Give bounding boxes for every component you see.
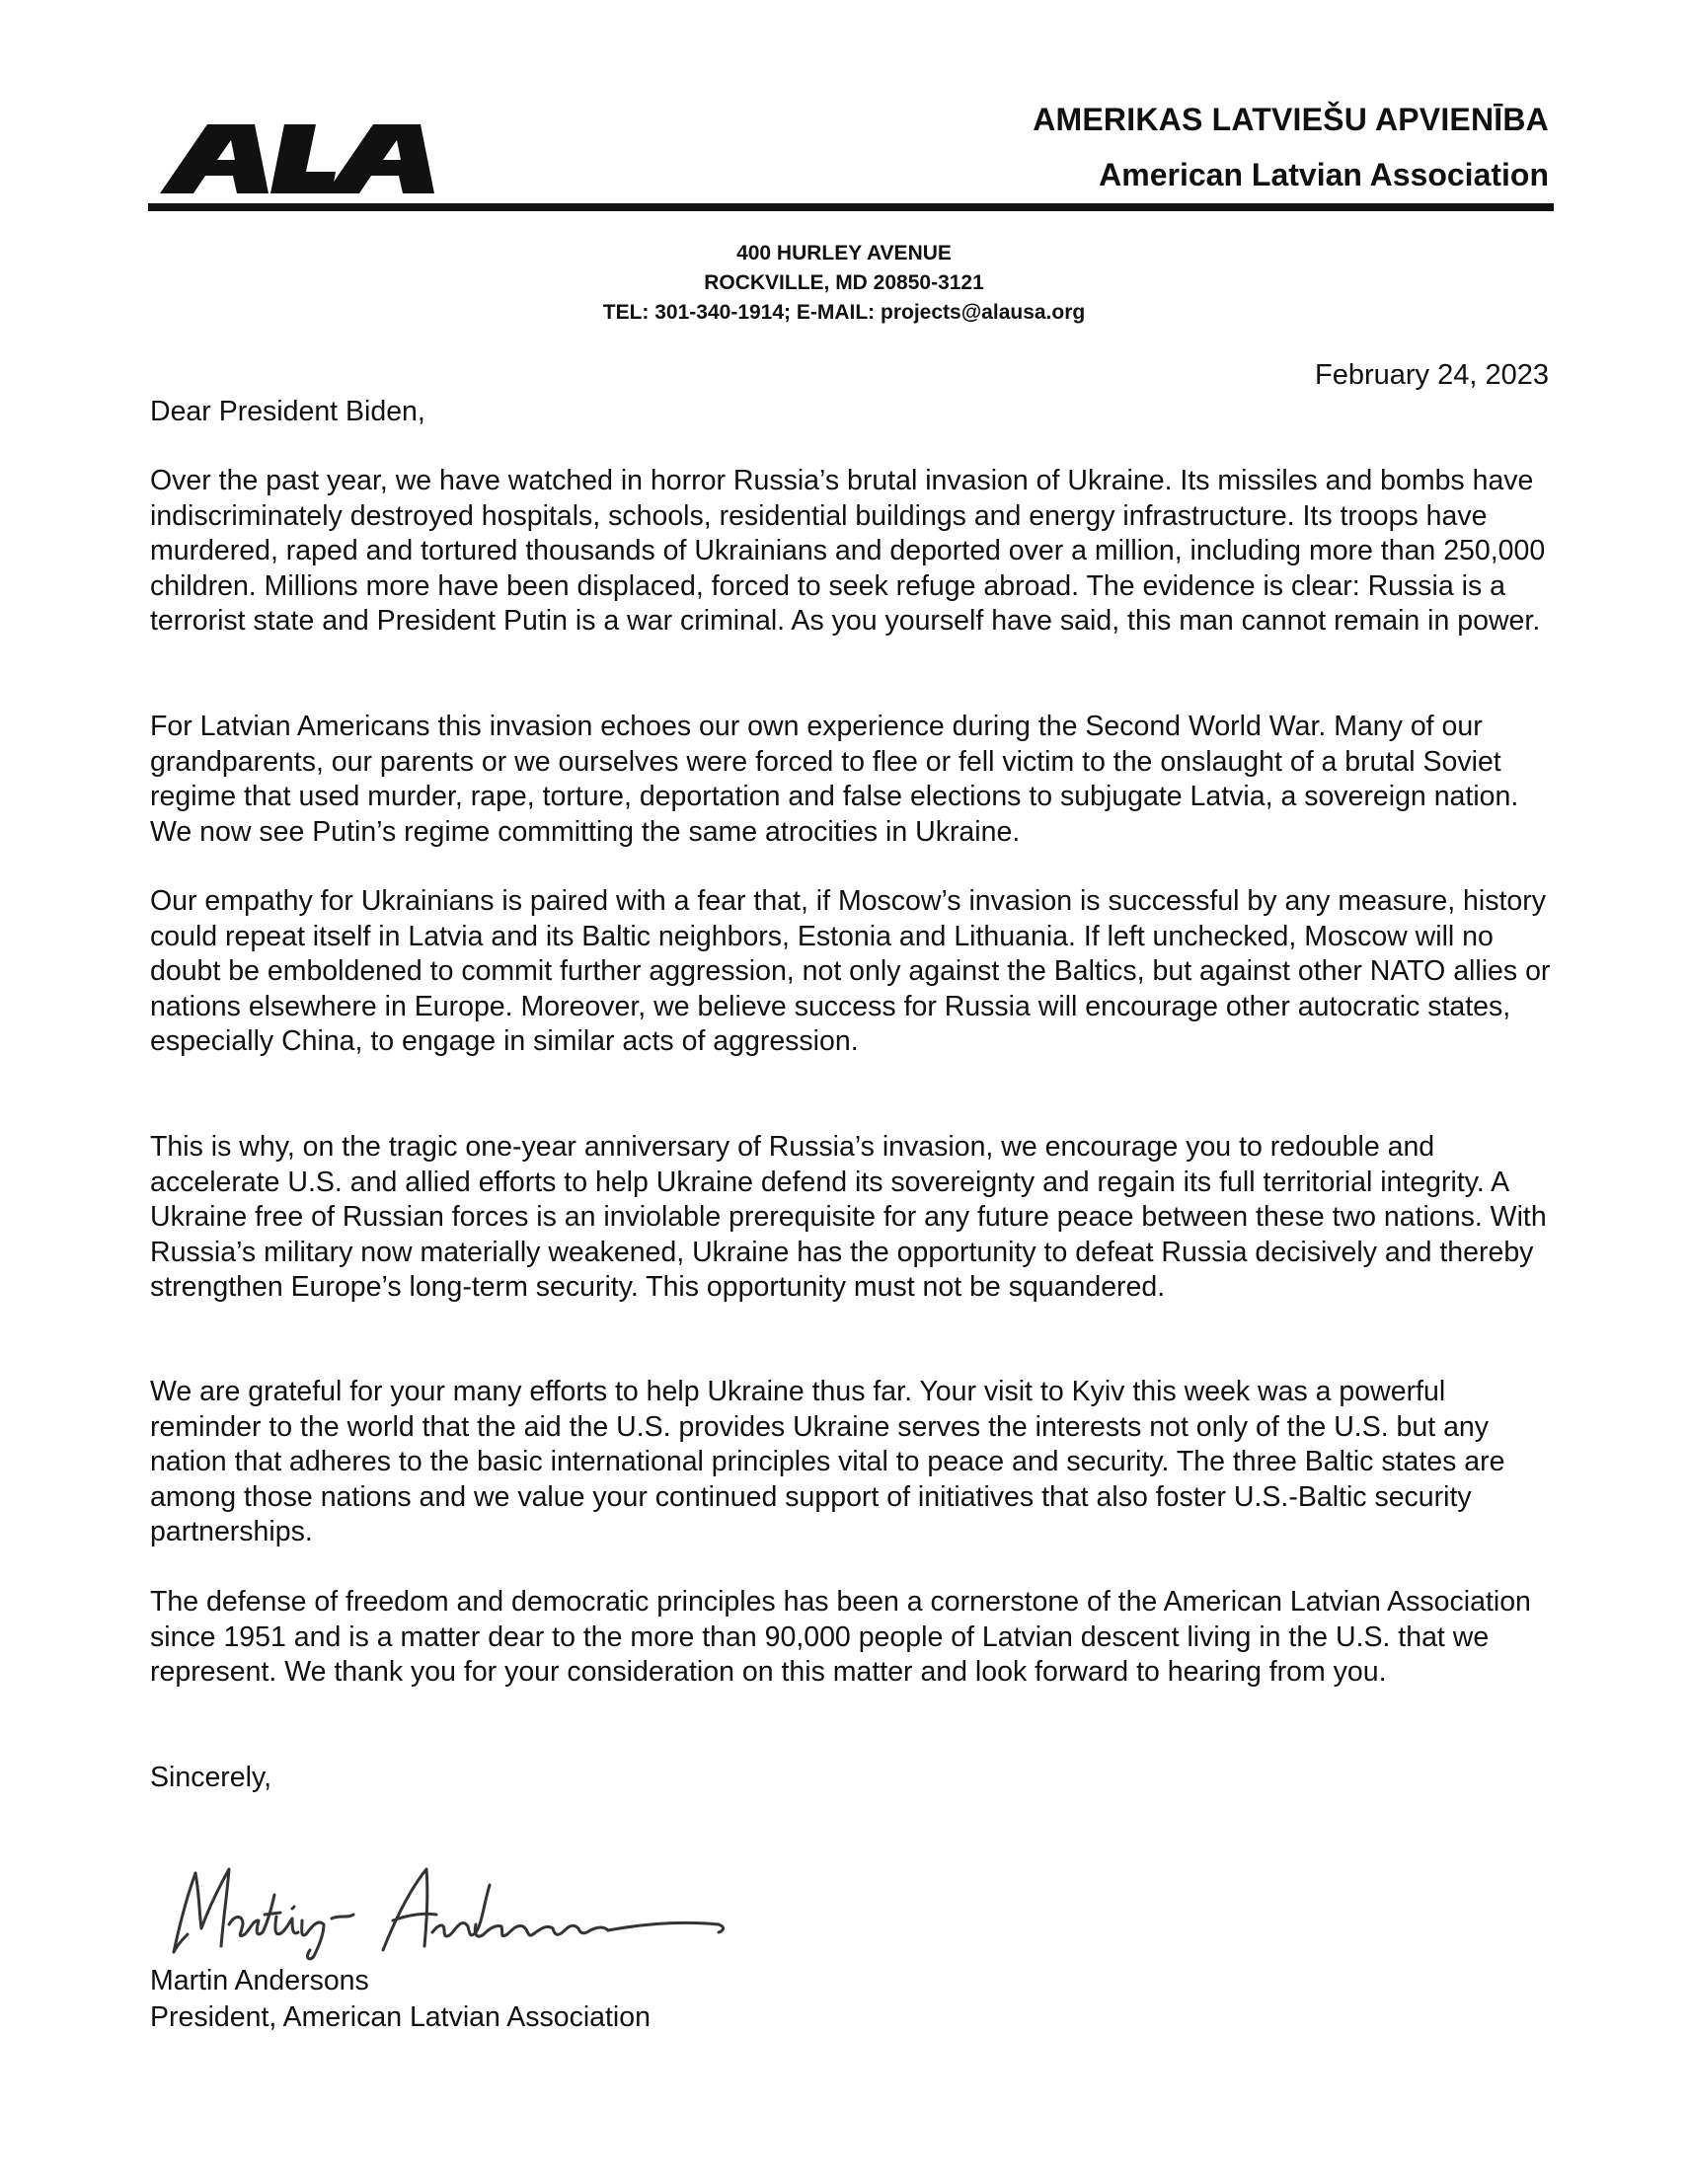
signer-name: Martin Andersons: [150, 1965, 369, 1996]
letter-date: February 24, 2023: [1315, 359, 1549, 391]
address-block: [0, 239, 1688, 328]
header-rule: [148, 203, 1554, 211]
address-street: 400 HURLEY AVENUE: [736, 242, 952, 264]
paragraph-5: We are grateful for your many efforts to help Ukraine thus far. Your visit to Kyiv this week was a powerful reminder to the world that the aid the U.S. provides Ukraine serves the interests not only of the U.S. but any nation that adheres to the basic international principles vital to peace and security. The three Baltic states are among those nations and we value your continued support of initiatives that also foster U.S.-Baltic security partnerships.: [150, 1376, 1505, 1547]
paragraph-4: This is why, on the tragic one-year anniversary of Russia’s invasion, we encourage you to redouble and accelerate U.S. and allied efforts to help Ukraine defend its sovereignty and regain its full territorial integrity. A Ukraine free of Russian forces is an inviolable prerequisite for any future peace between these two nations. With Russia’s military now materially weakened, Ukraine has the opportunity to defeat Russia decisively and thereby strengthen Europe’s long-term security. This opportunity must not be squandered.: [150, 1131, 1547, 1303]
org-name-english: American Latvian Association: [1099, 157, 1549, 192]
signer-title: President, American Latvian Association: [150, 2001, 651, 2033]
ala-logo: [160, 124, 434, 193]
paragraph-6: The defense of freedom and democratic principles has been a cornerstone of the American Latvian Association since 1951 and is a matter dear to the more than 90,000 people of Latvian descent living in the U.S. that we represent. We thank you for your consideration on this matter and look forward to hearing from you.: [150, 1586, 1531, 1688]
paragraph-2: For Latvian Americans this invasion echoes our own experience during the Second World War. Many of our grandparents, our parents or we ourselves were forced to flee or fell victim to the onslaught of a brutal Soviet regime that used murder, rape, torture, deportation and false elections to subjugate Latvia, a sovereign nation. We now see Putin’s regime committing the same atrocities in Ukraine.: [150, 711, 1519, 848]
paragraph-3: Our empathy for Ukrainians is paired with a fear that, if Moscow’s invasion is successful by any measure, history could repeat itself in Latvia and its Baltic neighbors, Estonia and Lithuania. If left unchecked, Moscow will no doubt be emboldened to commit further aggression, not only against the Baltics, but against other NATO allies or nations elsewhere in Europe. Moreover, we believe success for Russia will encourage other autocratic states, especially China, to engage in similar acts of aggression.: [150, 885, 1551, 1057]
salutation: Dear President Biden,: [150, 396, 425, 427]
paragraph-1: Over the past year, we have watched in horror Russia’s brutal invasion of Ukraine. Its missiles and bombs have indiscriminately destroyed hospitals, schools, residential buildings and energy infrastructure. Its troops have murdered, raped and tortured thousands of Ukrainians and deported over a million, including more than 250,000 children. Millions more have been displaced, forced to seek refuge abroad. The evidence is clear: Russia is a terrorist state and President Putin is a war criminal. As you yourself have said, this man cannot remain in power.: [150, 465, 1546, 637]
org-name-latvian: AMERIKAS LATVIEŠU APVIENĪBA: [1033, 102, 1549, 137]
address-city: ROCKVILLE, MD 20850-3121: [704, 271, 984, 294]
handwritten-signature: [166, 1855, 729, 1964]
closing: Sincerely,: [150, 1762, 272, 1793]
address-contact: TEL: 301-340-1914; E-MAIL: projects@alausa.org: [602, 301, 1086, 324]
